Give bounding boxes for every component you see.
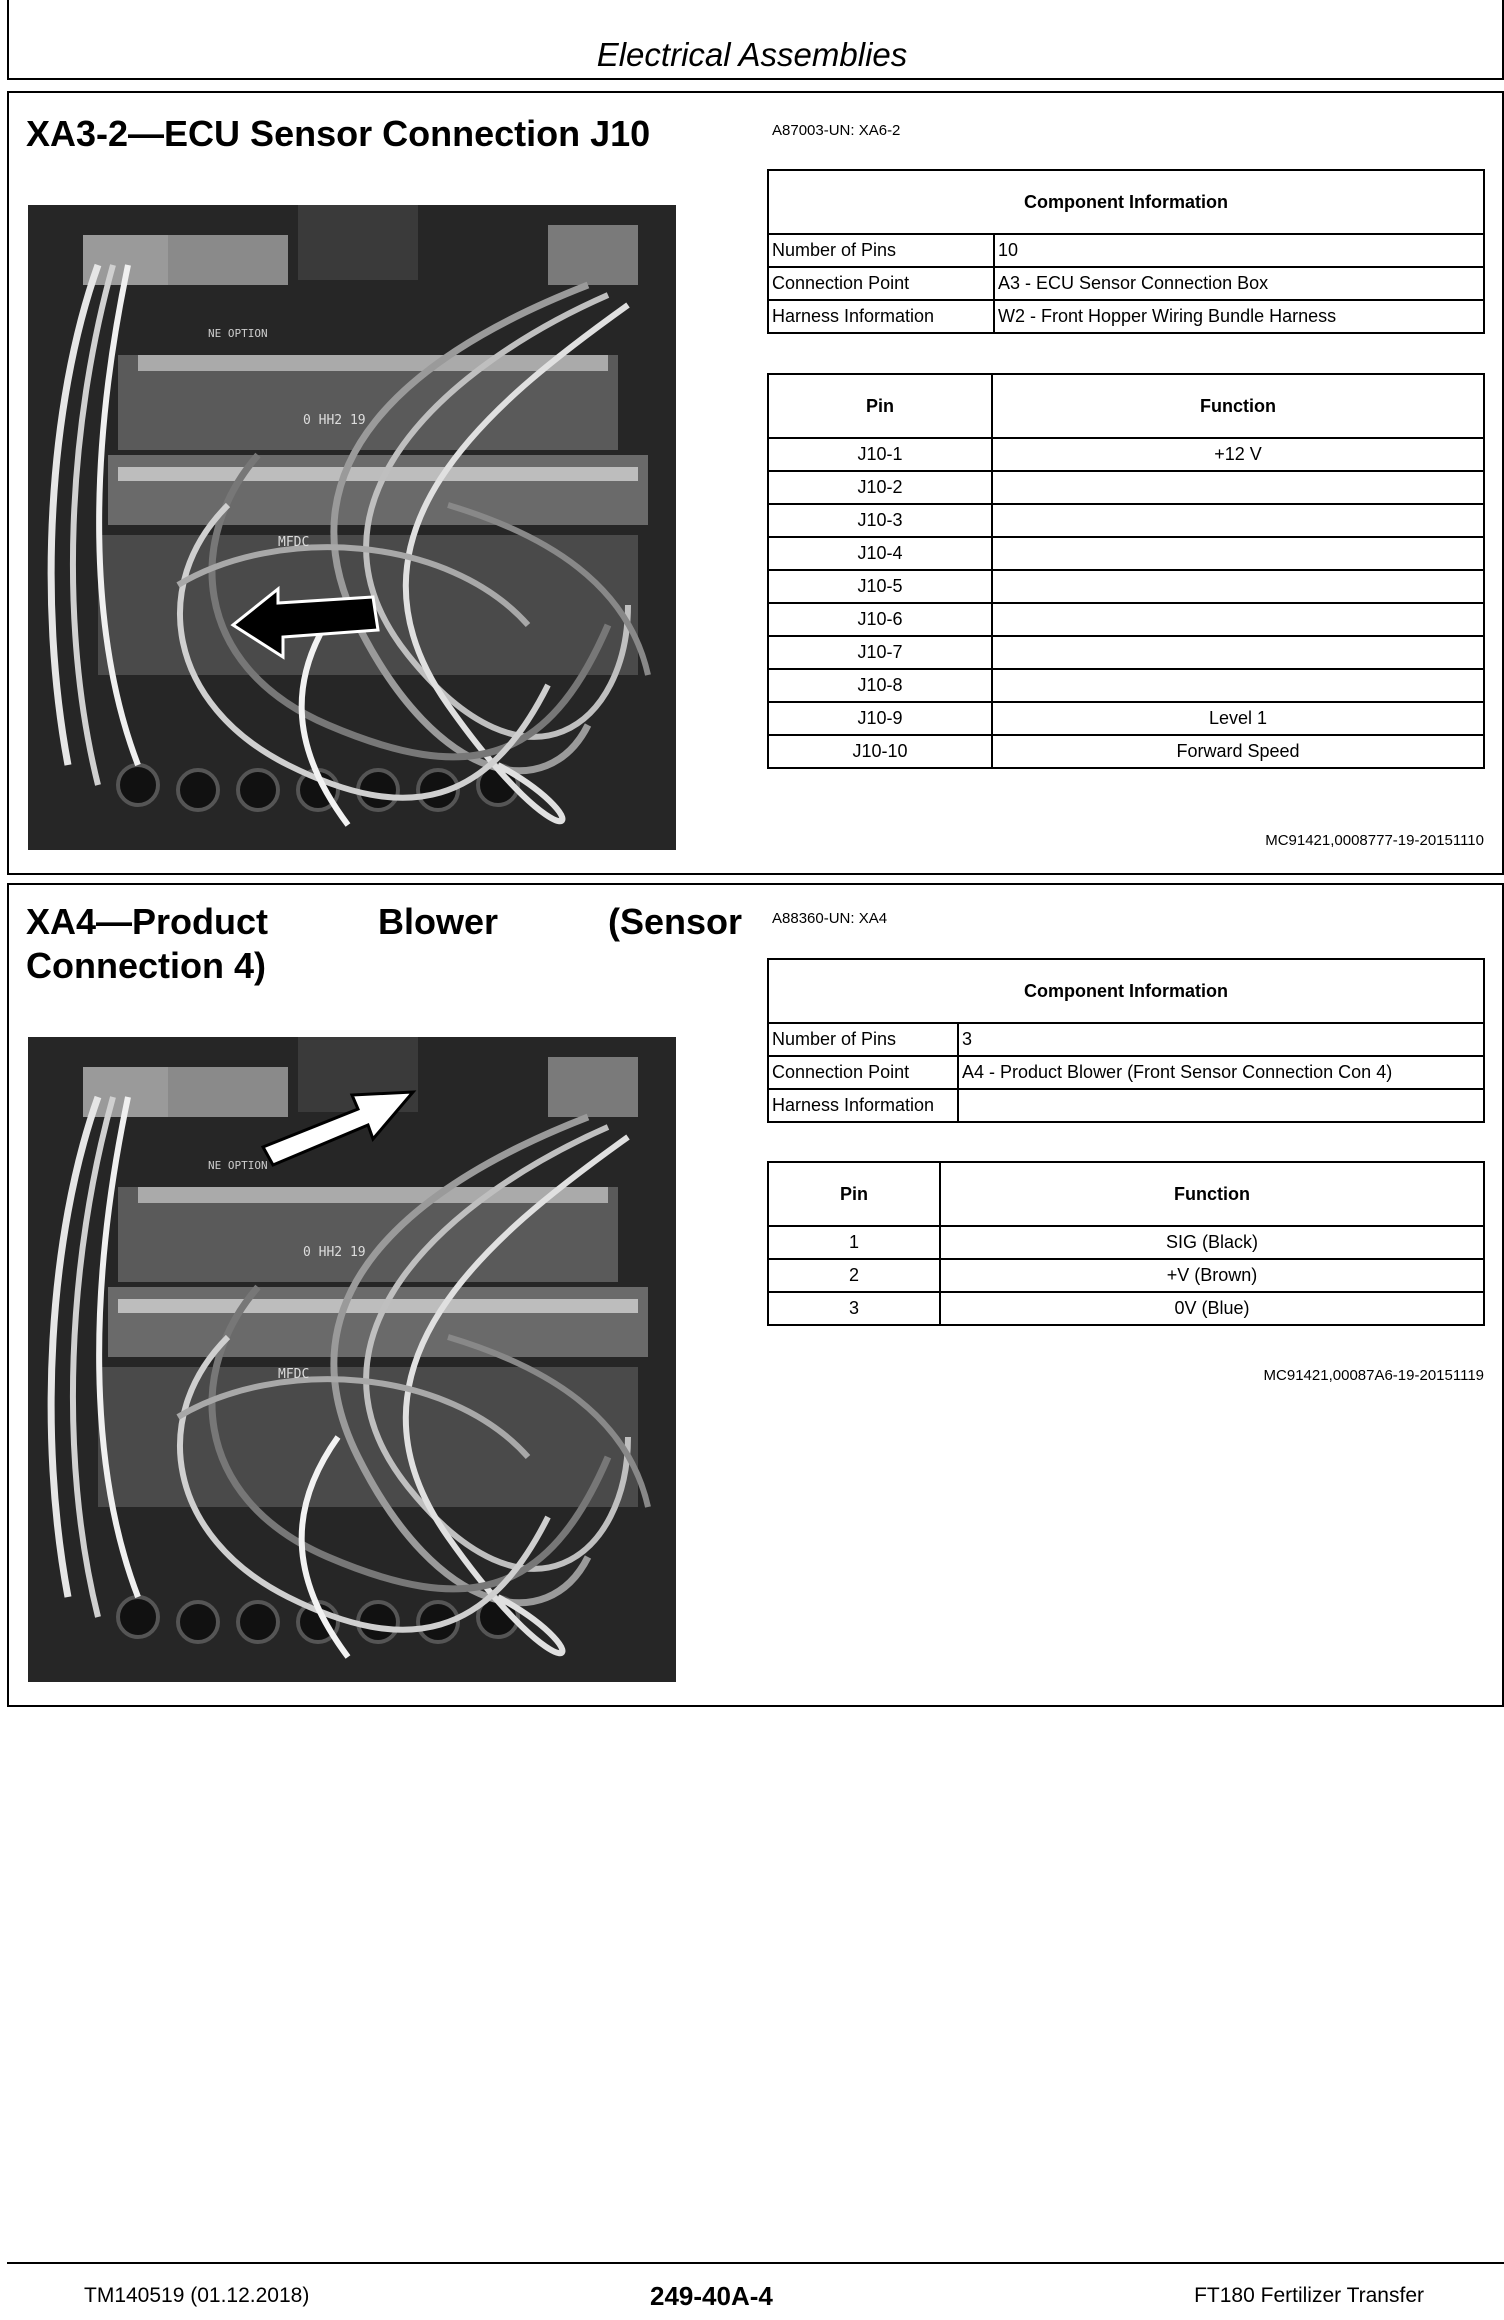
footer-doc-id: TM140519 (01.12.2018) bbox=[84, 2284, 310, 2307]
table-row bbox=[768, 735, 1484, 768]
pin-cell: J10-1 bbox=[768, 438, 992, 471]
function-cell: 0V (Blue) bbox=[940, 1292, 1484, 1325]
label-number-of-pins: Number of Pins bbox=[768, 1023, 958, 1056]
label-connection-point: Connection Point bbox=[768, 1056, 958, 1089]
pin-cell: 1 bbox=[768, 1226, 940, 1259]
section-1-pin-table bbox=[767, 373, 1485, 769]
pin-column-header: Pin bbox=[768, 374, 992, 438]
function-column-header: Function bbox=[992, 374, 1484, 438]
label-number-of-pins: Number of Pins bbox=[768, 234, 994, 267]
photo-drawing bbox=[28, 1037, 676, 1682]
table-row bbox=[768, 1056, 1484, 1089]
pin-cell: 3 bbox=[768, 1292, 940, 1325]
function-cell bbox=[992, 636, 1484, 669]
table-row bbox=[768, 1226, 1484, 1259]
photo-label-mfdc: MFDC bbox=[278, 535, 310, 550]
section-1-footer-code: MC91421,0008777-19-20151110 bbox=[1265, 832, 1484, 849]
pin-cell: J10-7 bbox=[768, 636, 992, 669]
function-cell bbox=[992, 570, 1484, 603]
photo-drawing bbox=[28, 205, 676, 850]
product-blower-photo bbox=[28, 1037, 676, 1682]
function-column-header: Function bbox=[940, 1162, 1484, 1226]
section-2-component-table bbox=[767, 958, 1485, 1123]
title-word: (Sensor bbox=[607, 901, 742, 942]
label-harness-info: Harness Information bbox=[768, 300, 994, 333]
table-row bbox=[768, 1089, 1484, 1122]
function-cell bbox=[992, 504, 1484, 537]
value-number-of-pins: 10 bbox=[994, 234, 1484, 267]
photo-label-mfdc: MFDC bbox=[278, 1367, 310, 1382]
photo-label-hh2: 0 HH2 19 bbox=[303, 413, 366, 428]
pin-column-header: Pin bbox=[768, 1162, 940, 1226]
value-connection-point: A4 - Product Blower (Front Sensor Connection Con 4) bbox=[958, 1056, 1484, 1089]
section-2-footer-code: MC91421,00087A6-19-20151119 bbox=[1263, 1367, 1484, 1384]
table-row bbox=[768, 636, 1484, 669]
value-harness-info bbox=[958, 1089, 1484, 1122]
table-row bbox=[768, 1292, 1484, 1325]
page-header-title: Electrical Assemblies bbox=[596, 36, 908, 73]
table-row bbox=[768, 1023, 1484, 1056]
component-info-header: Component Information bbox=[768, 959, 1484, 1023]
section-2-image-ref: A88360-UN: XA4 bbox=[772, 910, 888, 927]
footer-page-number: 249-40A-4 bbox=[650, 2281, 773, 2311]
pin-cell: 2 bbox=[768, 1259, 940, 1292]
section-1-component-table bbox=[767, 169, 1485, 334]
photo-label-hh2: 0 HH2 19 bbox=[303, 1245, 366, 1260]
title-word: XA4—Product bbox=[26, 901, 269, 942]
section-2-title bbox=[26, 900, 742, 988]
section-1-title: XA3-2—ECU Sensor Connection J10 bbox=[26, 113, 651, 154]
table-row bbox=[768, 504, 1484, 537]
connection-box-photo bbox=[28, 205, 676, 850]
pin-cell: J10-4 bbox=[768, 537, 992, 570]
photo-label-option: NE OPTION bbox=[208, 1159, 268, 1172]
pin-cell: J10-2 bbox=[768, 471, 992, 504]
section-2-title-line2: Connection 4) bbox=[26, 945, 266, 986]
table-row bbox=[768, 570, 1484, 603]
function-cell: +12 V bbox=[992, 438, 1484, 471]
pin-cell: J10-6 bbox=[768, 603, 992, 636]
function-cell: Forward Speed bbox=[992, 735, 1484, 768]
function-cell: Level 1 bbox=[992, 702, 1484, 735]
table-row bbox=[768, 702, 1484, 735]
section-1-image-ref: A87003-UN: XA6-2 bbox=[772, 122, 901, 139]
section-2-pin-table bbox=[767, 1161, 1485, 1326]
function-cell bbox=[992, 537, 1484, 570]
function-cell bbox=[992, 669, 1484, 702]
table-row bbox=[768, 471, 1484, 504]
function-cell bbox=[992, 471, 1484, 504]
pin-cell: J10-5 bbox=[768, 570, 992, 603]
value-number-of-pins: 3 bbox=[958, 1023, 1484, 1056]
pin-cell: J10-3 bbox=[768, 504, 992, 537]
table-row bbox=[768, 603, 1484, 636]
table-row bbox=[768, 438, 1484, 471]
table-row bbox=[768, 267, 1484, 300]
value-harness-info: W2 - Front Hopper Wiring Bundle Harness bbox=[994, 300, 1484, 333]
pin-cell: J10-10 bbox=[768, 735, 992, 768]
pin-cell: J10-8 bbox=[768, 669, 992, 702]
value-connection-point: A3 - ECU Sensor Connection Box bbox=[994, 267, 1484, 300]
table-row bbox=[768, 537, 1484, 570]
function-cell: SIG (Black) bbox=[940, 1226, 1484, 1259]
footer-manual-title: FT180 Fertilizer Transfer bbox=[1194, 2284, 1424, 2307]
title-word: Blower bbox=[377, 901, 499, 942]
footer-divider bbox=[7, 2262, 1504, 2264]
table-row bbox=[768, 234, 1484, 267]
component-info-header: Component Information bbox=[768, 170, 1484, 234]
table-row bbox=[768, 669, 1484, 702]
photo-label-option: NE OPTION bbox=[208, 327, 268, 340]
table-row bbox=[768, 1259, 1484, 1292]
function-cell bbox=[992, 603, 1484, 636]
table-row bbox=[768, 300, 1484, 333]
pin-cell: J10-9 bbox=[768, 702, 992, 735]
function-cell: +V (Brown) bbox=[940, 1259, 1484, 1292]
label-harness-info: Harness Information bbox=[768, 1089, 958, 1122]
label-connection-point: Connection Point bbox=[768, 267, 994, 300]
section-2-title-line1 bbox=[26, 900, 742, 944]
